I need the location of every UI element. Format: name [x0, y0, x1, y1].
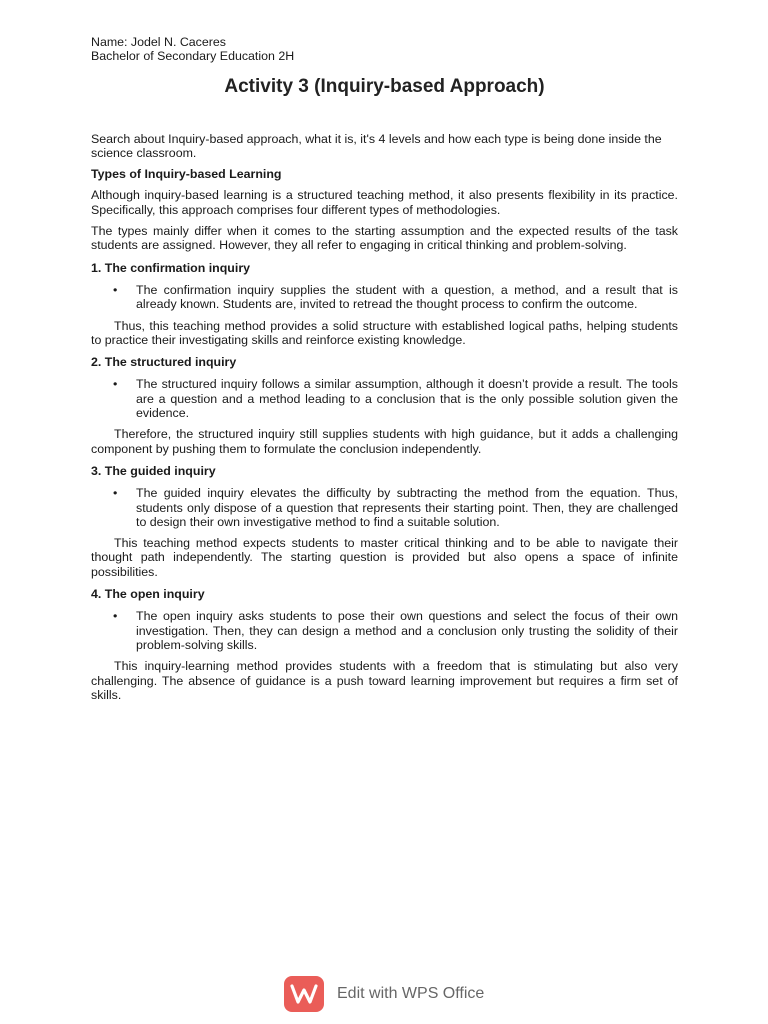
section-subheading: Types of Inquiry-based Learning — [91, 167, 282, 182]
bullet-list — [91, 609, 678, 652]
followup-paragraph: Thus, this teaching method provides a solid structure with established logical paths, helping students to practice their investigating skills and reinforce existing knowledge. — [91, 318, 678, 347]
followup-paragraph: This inquiry-learning method provides students with a freedom that is stimulating but also very challenging. The absence of guidance is a push toward learning improvement but requires a firm set of skills. — [91, 659, 678, 702]
section-heading: 1. The confirmation inquiry — [91, 260, 251, 275]
bullet-icon: • — [113, 377, 118, 392]
wps-logo-icon[interactable] — [284, 976, 324, 1012]
bullet-list — [91, 377, 678, 420]
bullet-icon: • — [113, 282, 118, 297]
author-program: Bachelor of Secondary Education 2H — [91, 49, 295, 64]
followup-paragraph: This teaching method expects students to master critical thinking and to be able to navigate their thought path independently. The starting question is provided but also opens a space of infinite possibilities. — [91, 536, 678, 579]
list-item — [91, 377, 678, 420]
bullet-text: The open inquiry asks students to pose their own questions and select the focus of their own investigation. Then, they can design a method and a conclusion only trusting the solidity of their problem-solving skills. — [136, 609, 678, 652]
body-paragraph-2: The types mainly differ when it comes to the starting assumption and the expected results of the task students are assigned. However, they all refer to engaging in critical thinking and problem-solving. — [91, 224, 678, 253]
body-paragraph-1: Although inquiry-based learning is a structured teaching method, it also presents flexibility in its practice. Specifically, this approach comprises four different types of methodologies. — [91, 188, 678, 217]
followup-paragraph: Therefore, the structured inquiry still supplies students with high guidance, but it adds a challenging component by pushing them to formulate the conclusion independently. — [91, 427, 678, 456]
section-structured-inquiry — [91, 355, 678, 456]
section-heading: 2. The structured inquiry — [91, 355, 237, 370]
bullet-icon: • — [113, 486, 118, 501]
wps-footer[interactable] — [284, 976, 484, 1012]
list-item — [91, 609, 678, 652]
section-heading: 4. The open inquiry — [91, 587, 205, 602]
author-name: Name: Jodel N. Caceres — [91, 35, 226, 49]
edit-with-wps-link[interactable]: Edit with WPS Office — [337, 985, 485, 1002]
bullet-text: The guided inquiry elevates the difficulty by subtracting the method from the equation. Thus, students only dispose of a question that represents their starting point. Then, they are challenged to design their own investigative method to find a suitable solution. — [136, 486, 678, 529]
section-heading: 3. The guided inquiry — [91, 463, 216, 478]
section-open-inquiry — [91, 587, 678, 702]
bullet-text: The structured inquiry follows a similar assumption, although it doesn’t provide a result. The tools are a question and a method leading to a conclusion that is the only possible solution given the evidence. — [136, 377, 678, 421]
intro-paragraph: Search about Inquiry-based approach, what it is, it's 4 levels and how each type is being done inside the science classroom. — [91, 131, 662, 160]
document-page — [91, 35, 678, 702]
section-confirmation-inquiry — [91, 261, 678, 347]
bullet-icon: • — [113, 609, 118, 624]
bullet-list — [91, 283, 678, 312]
section-guided-inquiry — [91, 464, 678, 579]
bullet-list — [91, 486, 678, 529]
list-item — [91, 283, 678, 312]
page-title: Activity 3 (Inquiry-based Approach) — [224, 75, 545, 97]
list-item — [91, 486, 678, 529]
bullet-text: The confirmation inquiry supplies the student with a question, a method, and a result that is already known. Students are, invited to retread the thought process to confirm the outcome. — [136, 282, 678, 312]
